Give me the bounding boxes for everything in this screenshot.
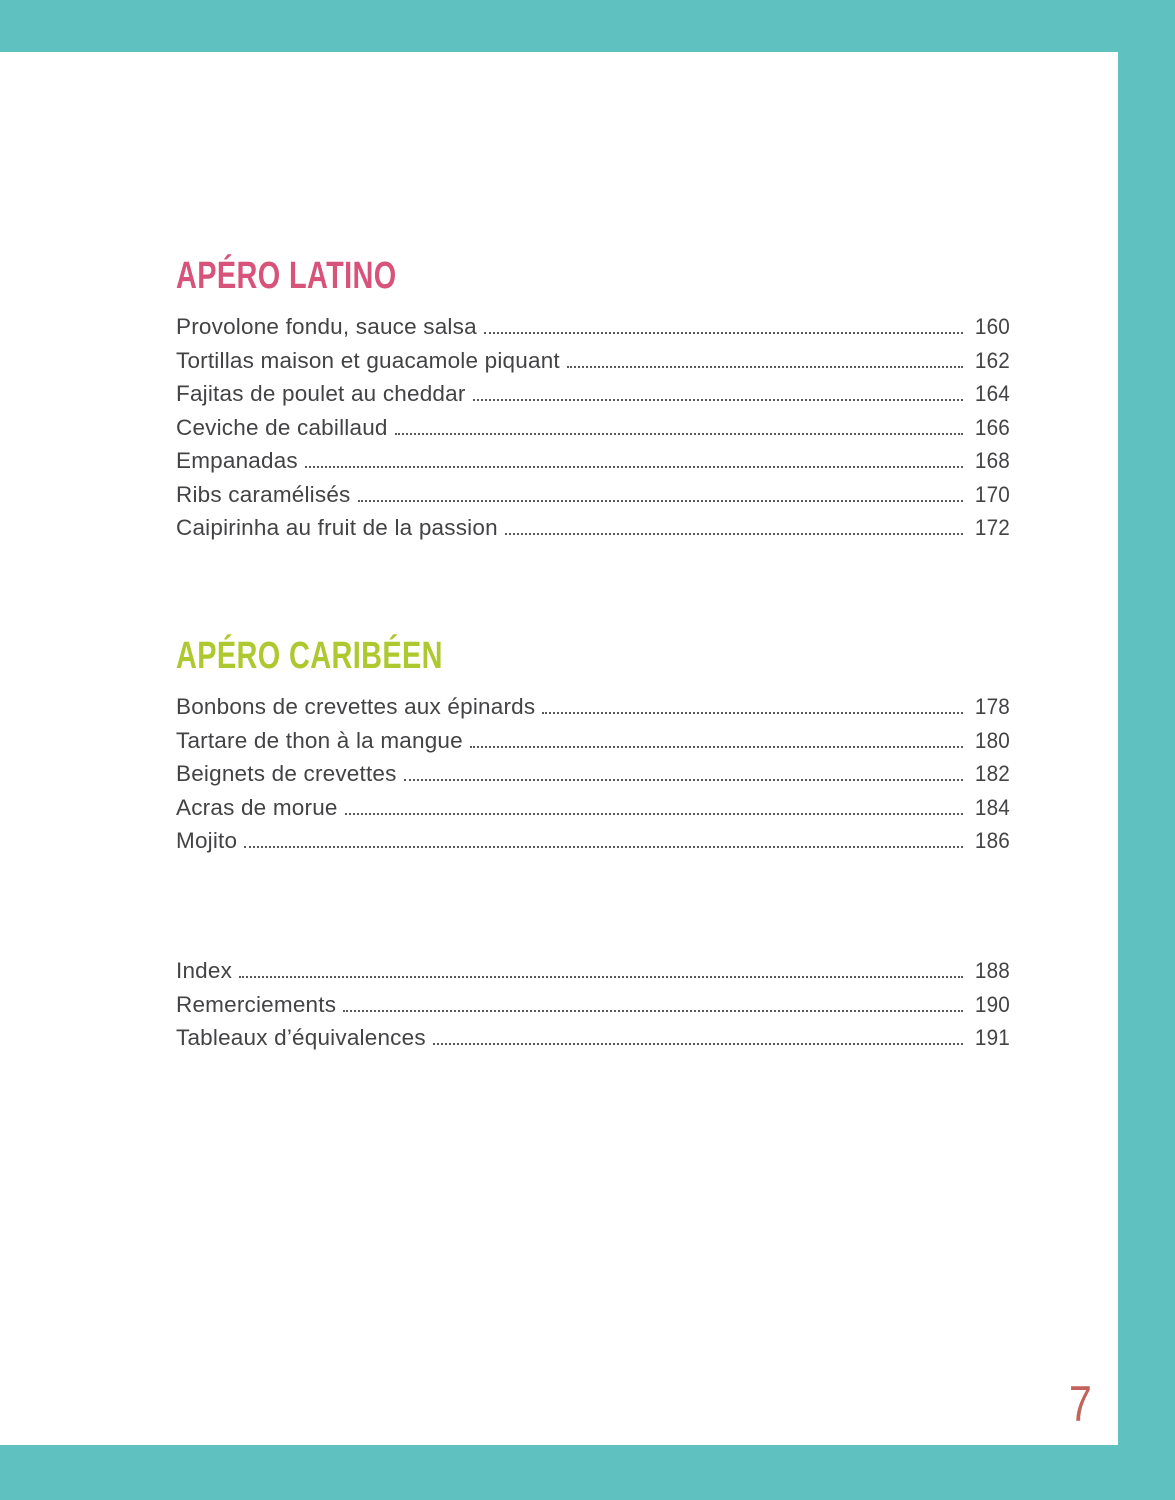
toc-entry [176, 988, 1010, 1022]
section-title: APÉRO CARIBÉEN [176, 635, 443, 677]
dot-leader [239, 976, 963, 978]
toc-entry [176, 411, 1010, 445]
dot-leader [567, 366, 963, 368]
entry-title: Bonbons de crevettes aux épinards [176, 694, 536, 719]
entry-title: Ribs caramélisés [176, 481, 351, 507]
dot-leader [358, 500, 964, 502]
dot-leader [484, 332, 963, 334]
entry-page-number: 180 [974, 727, 1010, 753]
entry-page-number: 164 [974, 381, 1010, 406]
toc-entry [176, 757, 1010, 791]
dot-leader [343, 1010, 963, 1012]
entry-title: Provolone fondu, sauce salsa [176, 314, 477, 339]
toc-entry [176, 954, 1010, 988]
toc-list [176, 690, 1010, 858]
entry-title: Acras de morue [176, 794, 338, 820]
dot-leader [244, 846, 963, 848]
page-number: 7 [1069, 1376, 1092, 1432]
dot-leader [470, 746, 963, 748]
toc-list [176, 954, 1010, 1055]
toc-entry [176, 1021, 1010, 1055]
dot-leader [395, 433, 963, 435]
entry-title: Fajitas de poulet au cheddar [176, 381, 466, 406]
toc-entry [176, 444, 1010, 478]
toc-sections [0, 52, 1118, 1445]
entry-page-number: 186 [974, 828, 1010, 853]
entry-page-number: 182 [974, 761, 1010, 786]
dot-leader [542, 712, 963, 714]
entry-title: Tartare de thon à la mangue [176, 727, 463, 753]
toc-entry [176, 791, 1010, 825]
entry-page-number: 190 [974, 991, 1010, 1017]
toc-entry [176, 377, 1010, 411]
toc-entry [176, 310, 1010, 344]
toc-entry [176, 690, 1010, 724]
toc-entry [176, 824, 1010, 858]
toc-section [176, 256, 1010, 545]
dot-leader [473, 399, 963, 401]
entry-title: Mojito [176, 828, 238, 853]
entry-page-number: 160 [974, 314, 1010, 339]
dot-leader [345, 813, 963, 815]
toc-section [176, 954, 1010, 1055]
entry-title: Ceviche de cabillaud [176, 414, 388, 440]
entry-title: Index [176, 958, 233, 983]
entry-page-number: 191 [974, 1025, 1010, 1050]
toc-entry [176, 511, 1010, 545]
toc-list [176, 310, 1010, 545]
entry-page-number: 172 [974, 515, 1010, 540]
toc-section [176, 636, 1010, 858]
toc-entry [176, 724, 1010, 758]
entry-page-number: 162 [974, 347, 1010, 373]
entry-page-number: 168 [974, 448, 1010, 473]
entry-page-number: 188 [974, 958, 1010, 983]
entry-page-number: 166 [974, 414, 1010, 440]
dot-leader [433, 1043, 963, 1045]
toc-page [0, 52, 1118, 1445]
section-title: APÉRO LATINO [176, 255, 397, 297]
entry-title: Remerciements [176, 991, 337, 1017]
entry-title: Beignets de crevettes [176, 761, 397, 786]
entry-title: Tortillas maison et guacamole piquant [176, 347, 560, 373]
entry-page-number: 184 [974, 794, 1010, 820]
dot-leader [404, 779, 963, 781]
entry-page-number: 178 [974, 694, 1010, 719]
entry-title: Tableaux d’équivalences [176, 1025, 426, 1050]
entry-title: Caipirinha au fruit de la passion [176, 515, 498, 540]
toc-entry [176, 344, 1010, 378]
dot-leader [505, 533, 963, 535]
toc-entry [176, 478, 1010, 512]
entry-title: Empanadas [176, 448, 298, 473]
entry-page-number: 170 [974, 481, 1010, 507]
dot-leader [305, 466, 963, 468]
